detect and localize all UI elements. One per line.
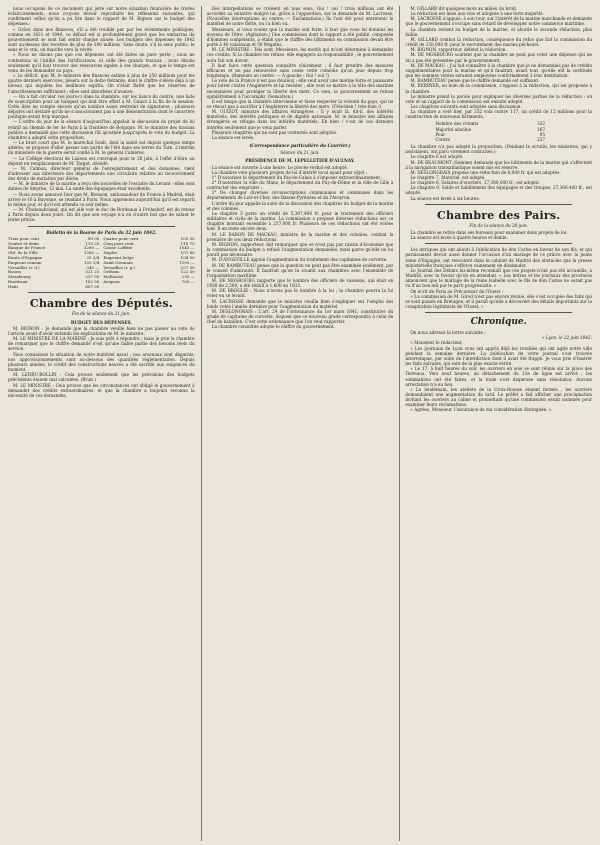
paragraph: — M. Calmon, directeur général de l'enregistrement et des domaines, vient d'adresser aux directeurs des départements une circulaire relative au recouvrement des droits de mutation par décès. xyxy=(8,165,195,182)
paragraph: — On a fait circuler ces jours-ci dans la chambre, sur les bancs du centre, une liste de souscription pour un banquet qui doit être offert à M. Guizot à la fin de la session. Cette liste ne compte encore qu'un nombre assez restreint de signatures ; plusieurs députés ont déclaré qu'ils ne s'associeraient pas à une démonstration dont le caractère politique serait trop marqué. xyxy=(8,93,195,120)
paragraph: M. LE MINISTRE : Tels sont, Messieurs, les motifs qui m'ont déterminé à demander ces crédits. Si la chambre les refuse, elle engagera sa responsabilité ; le gouvernement aura fait son devoir. xyxy=(206,47,394,63)
stock-label: Cinq pour cent xyxy=(103,240,134,246)
stock-label: Bordeaux xyxy=(8,278,28,284)
stock-value: 521 25 xyxy=(85,269,100,275)
stock-value: 182 50 xyxy=(85,278,100,284)
stock-value: 607 50 xyxy=(85,283,100,289)
stock-label: Trois pour cent xyxy=(8,235,40,241)
vote-label: Pour xyxy=(435,131,446,137)
paragraph: M. DE MACKAU : J'ai fait connaître à la chambre que je ne demandais pas de crédits supplémentaires pour la marine et qu'il faudrait, avant tout, qu'elle eût la certitude que les sommes votées seraient employées conformément à leur destination. xyxy=(405,62,593,79)
paragraph: M. DE MOSBOURG rapporte que le nombre des officiers de vaisseau, qui était en 1830 de 2,500, a été réduit à 1,600 en 1835. xyxy=(206,277,394,289)
paragraph: La chambre vote plusieurs projets de loi d'intérêt local ayant pour objet : xyxy=(211,169,368,175)
stock-label: Avignon xyxy=(103,278,120,284)
stock-value: 107 60 xyxy=(180,250,195,256)
stock-value: 118 70 xyxy=(180,240,195,246)
paragraph: Le chapitre 9, Solde et habillement des équipages et des troupes, 27,366,400 fr., est adopté. xyxy=(405,185,593,196)
stock-label: Haïti xyxy=(8,283,19,289)
vote-label: Nombre des votants xyxy=(435,121,479,127)
paragraph: M. BIGNON, rapporteur, défend la réduction. xyxy=(410,47,507,53)
stock-value: 25 3/8 xyxy=(86,254,100,260)
paragraph: Le vote de la France n'est pas douteux ; elle veut avoir une marine forte et puissante pour lutter contre l'Angleterre et lui résister ; elle veut se mettre à la tête des marines secondaires pour protéger la liberté des mers. Ce vœu, le gouvernement se refuse opiniâtrement à l'accomplir. (Sensation.) xyxy=(206,78,394,99)
stock-label: Naples xyxy=(103,250,118,256)
vote-value: 167 xyxy=(537,126,545,132)
paragraph: M. LE MINISTRE DE LA MARINE : Je suis prêt à répondre ; mais je prie la chambre de remarquer que le chiffre demandé n'est qu'une faible partie des besoins réels du service. xyxy=(8,336,195,352)
paragraph: 2° D'autoriser la ville du Mans, le département du Puy-de-Dôme et la ville de Lille à contracter des emprunts ; xyxy=(206,180,394,191)
paragraph: — Nous avons annoncé hier que M. Bresson, ambassadeur de France à Madrid, était arrivé le 16 à Bayonne, se rendant à Paris. Nous apprenons aujourd'hui qu'il est reparti le même jour, et qu'il est attendu ce soir même. xyxy=(8,191,195,207)
vote-value: 237 xyxy=(537,136,545,142)
paragraph: L'ordre du jour appelle la suite de la discussion des chapitres du budget de la marine et des colonies. xyxy=(206,200,394,211)
section-title-chronique: Chronique. xyxy=(470,317,527,328)
divider xyxy=(425,243,572,244)
stock-row xyxy=(103,280,194,285)
presidency-line: PRÉSIDENCE DE M. LEPELLETIER D'AULNAY. xyxy=(245,158,355,164)
stock-label: Orléans xyxy=(103,269,120,275)
paragraph: Les intrigues qui ont abouti à l'abdication de don Carlos en faveur de son fils, et qui paraissaient devoir aussi donner l'occasion d'un mariage de ce prince avec la jeune reine d'Espagne, ont rencontré dans le cabinet de Madrid des obstacles que la presse ministérielle française s'efforce vainement de dissimuler. xyxy=(405,247,593,268)
stock-value: 345 — xyxy=(86,264,100,270)
stock-value: 104 50 xyxy=(180,254,195,260)
stock-value: 522 50 xyxy=(180,269,195,275)
stock-value: 700 — xyxy=(181,278,195,284)
stock-label: Quatre pour cent xyxy=(103,235,139,241)
paragraph: « Le lendemain, les ateliers de la Croix-Rousse étaient fermés ; les ouvriers demandaient une augmentation du tarif. Le préfet a fait afficher une proclamation invitant les ouvriers au calme et promettant qu'une commission serait nommée pour examiner leurs réclamations. xyxy=(405,386,593,408)
paragraph: « La commission de M. Girod n'est pas encore réunie, elle s'est occupée des faits qui se sont passés en Bretagne, et il paraît qu'elle a découvert des détails importants sur la conspiration légitimiste de l'Ouest. » xyxy=(405,293,593,309)
stock-value: 237 50 xyxy=(85,274,100,280)
vote-value: 332 xyxy=(537,121,545,127)
paragraph: « Grâce dans nos finances, s'il a été troublé par par les événements politiques, comme en 1831 et 1840, ce défaut est si profondément gravé que les embarras du gouvernement se sont fait sentir chaque année. Les budgets des dépenses de 1842 sont au-dessus des recettes de plus de 100 millions. Sans doute, s'il le sens public, le sens et le vrai, on marche vers la vérité. xyxy=(8,26,195,53)
stock-label: Emprunt romain xyxy=(8,259,42,265)
stock-label: Strasbourg xyxy=(8,274,31,280)
paragraph: M. LACROSSE demande que le ministre veuille bien s'expliquer sur l'emploi des fonds votés l'année dernière pour l'augmentation du matériel. xyxy=(206,298,394,309)
stock-value: 105 50 xyxy=(180,235,195,241)
vote-value: 95 xyxy=(539,131,545,137)
paragraph: — M. Chateaubriand, qui est allé voir le duc de Bordeaux à Frohsdorf, est de retour à Paris depuis deux jours. On dit que son voyage n'a eu d'autre but que de saluer le jeune prince. xyxy=(8,207,195,223)
paragraph: M. BERRYER, au nom de la commission, s'oppose à la réduction, qui est proposée à la chambre. xyxy=(405,83,593,94)
divider xyxy=(28,292,175,293)
stock-value: 1045 — xyxy=(179,245,195,251)
stock-value: 80 05 xyxy=(87,235,100,241)
stock-value: 257 50 xyxy=(180,264,195,270)
stock-value: 1280 — xyxy=(83,250,100,256)
paragraph: M. BIGNON : Je demande que la chambre veuille bien ne pas passer au vote de l'article avant d'avoir entendu les explications de M. le ministre. xyxy=(8,325,195,336)
vote-label: Majorité absolue xyxy=(435,126,472,132)
section-title-pairs: Chambre des Pairs. xyxy=(437,208,561,222)
paragraph: « Agréez, Monsieur, l'assurance de ma considération distinguée. » xyxy=(410,407,552,413)
paragraph: 1° D'autoriser le département du Pas-de-Calais à s'imposer extraordinairement ; xyxy=(211,174,383,180)
paragraph: 3° De changer diverses circonscriptions communales et communes dans les départements de Loir-et-Cher, des Basses-Pyrénées et de l'Aveyron. xyxy=(206,190,394,201)
divider xyxy=(28,226,175,227)
paragraph: — Le bruit court que M. le maréchal Soult, dont la santé est depuis quelque temps altérée, se propose d'aller passer une partie de l'été dans ses terres du Tarn. L'intérim du ministère de la guerre serait confié à M. le général Cubières. xyxy=(8,140,195,156)
paragraph: Le chapitre 7, Matériel, est adopté. xyxy=(410,175,486,180)
paragraph: M. DESLONGRAIS propose une réduction de 8,000 fr. qui est adoptée. xyxy=(410,169,561,175)
column-3 xyxy=(399,6,592,841)
paragraph: M. BIGNON, rapporteur, fait remarquer que ce n'est pas par raison d'économie que la commission du budget a refusé l'augmentation demandée, mais parce qu'elle ne lui paraît pas nécessaire. xyxy=(206,241,394,258)
paragraph: — M. le ministre de la marine a reçu des nouvelles de l'escadre du Levant ; elles sont datées de Smyrne, 12 mai. La santé des équipages était excellente. xyxy=(8,181,195,192)
paragraph: M. D'ANGEVILLE appuie l'augmentation du traitement des capitaines de corvette. xyxy=(211,257,388,263)
paragraph: La chambre revient au budget de la marine, et aborde la seconde réduction, plus faible. xyxy=(405,26,593,37)
col1-articles xyxy=(8,6,195,223)
paragraph: Messieurs, si vous voulez que la marine soit forte, il faut que vous lui donniez les moyens de l'être. (Agitation.) Une commission dont le rapport a été publié, composée d'hommes compétents, a établi que le chiffre des bâtiments en commission devait être porté à 40 vaisseaux et 50 frégates. xyxy=(206,26,394,48)
paragraph: — Le Collège électoral de Lisieux est convoqué pour le 26 juin, à l'effet d'élire un député en remplacement de M. Targot, décédé. xyxy=(8,155,195,166)
paragraph: Il est temps que la chambre intervienne et fasse respecter la volonté du pays, qui ne se résout pas à sacrifier à l'Angleterre la liberté des mers. (Très-bien ! très-bien !) xyxy=(206,98,394,109)
paragraph: M. DE BROGLIE : Nous n'avons pas le nombre à la loi ; la chambre pourra la lui voter en se levant. xyxy=(206,288,394,299)
paragraph: M. DE BEAUMONT (Somme) demande que les bâtiments de la marine qui s'affectent à la navigation transatlantique soient mis en réserve. xyxy=(405,159,593,170)
stock-label: Versailles (r. g.) xyxy=(103,264,136,270)
paragraph: M. DE MOSBOURG soutient que la chambre ne peut pas voter une dépense qui ne lui a pas été présentée par le gouvernement. xyxy=(405,52,593,63)
paragraph: M. DE RAMBUTEAU pense que la question ne peut pas être examinée isolément, par le conseil d'amirauté. Il faudrait qu'on la soumit aux chambres avec l'ensemble de l'organisation maritime. xyxy=(206,262,394,278)
paragraph: Les chapitres suivants sont adoptés sans discussion. xyxy=(410,103,522,109)
stock-row xyxy=(8,285,99,290)
paragraph: M. GILLARD dit quelques mots au milieu du bruit. xyxy=(410,6,518,11)
paragraph: Il faut faire cette question connaître clairement ; il faut prendre des mesures efficaces et ne pas renouveler sans cesse cette comédie qu'on joue depuis trop longtemps. (Rumeurs au centre. — À gauche : Oui ! oui !) xyxy=(206,62,394,79)
stock-value: 105 1/4 xyxy=(83,259,100,265)
stocks-table xyxy=(8,237,195,290)
stock-label: Caisse Laffitte xyxy=(103,245,133,251)
stock-value: 3260 — xyxy=(83,245,100,251)
paragraph: La chambre n'a pas adopté la proposition. (Pendant le scrutin, les ministres, qui y assistaient, ont paru vivement contrariés.) xyxy=(405,144,593,155)
paragraph: M. GUIZOT, ministre des affaires étrangères : Il y avait là, dit-il, des intérêts matériels, des intérêts politiques et de dignité nationale. M. le ministre des affaires étrangères se réfugie dans les intérêts matériels. Eh bien ! c'est de ces derniers intérêts seulement que je veux parler. xyxy=(206,109,394,130)
paragraph: La réduction est mise aux voix et adoptée à une forte majorité. xyxy=(410,11,544,17)
paragraph: On nous adresse la lettre suivante : xyxy=(410,330,486,336)
stock-label: Quatre et demi xyxy=(8,240,39,246)
paragraph: On écrit de Paris au Précurseur de l'Ouest : xyxy=(410,288,504,294)
paragraph: La chambre se retire dans ses bureaux pour examiner deux projets de loi. xyxy=(410,229,568,235)
paragraph: Le chapitre 8, Salaires d'ouvriers, 17,380,000 fr., est adopté. xyxy=(410,180,540,186)
section-subtitle: Fin de la séance du 21 juin. xyxy=(72,311,131,317)
divider xyxy=(425,312,572,313)
stock-label: Mulhouse xyxy=(103,274,124,280)
stocks-title: Bulletin de la Bourse de Paris du 22 juin 1842. xyxy=(46,229,157,235)
paragraph: M. LE BARON DE MACKAU, ministre de la marine et des colonies, combat la première de ces deux réductions. xyxy=(206,231,394,242)
vote-label: Contre xyxy=(435,136,450,142)
stock-value: 1190 — xyxy=(179,259,195,265)
paragraph: La séance est levée à six heures. xyxy=(410,195,480,201)
paragraph: « Nous ne disons pas que ces dépenses ont été faites en pure perte ; nous ne contestons ni l'utilité des fortifications, ni celle des grands travaux ; nous disons seulement qu'il faut trouver des ressources égales à ces charges, et que le temps est venu de les demander au pays. xyxy=(8,52,195,73)
stock-label: Obl. de la Ville xyxy=(8,250,38,256)
vote-tally xyxy=(435,121,592,142)
paragraph: « Monsieur le rédacteur, xyxy=(410,340,463,346)
section-subtitle: Séance du 21 juin. xyxy=(280,150,320,156)
paragraph: Vous connaissez la situation de notre matériel naval ; nos arsenaux sont dégarnis, nos approvisionnements sont au-dessous des quantités réglementaires. Depuis plusieurs années, le crédit des constructions neuves a été sacrifié aux exigences du moment. xyxy=(8,351,195,373)
divider xyxy=(425,204,572,205)
paragraph: Plusieurs chapitres qui ne sont pas contestés sont adoptés. xyxy=(211,129,338,135)
paragraph: nous occupons de ce document qui jette sur notre situation financière de tristes éclaircissements, nous croyons devoir reproduire les réflexions suivantes, qui confirment celles qu'on a pu lire dans le rapport de M. Bignon sur le budget des dépenses : xyxy=(8,6,195,27)
section-subtitle-budget: BUDGET DES DÉPENSES. xyxy=(70,319,132,325)
paragraph: M. LACROSSE s'appuie, à son tour, sur l'intérêt de la marine marchande et demande que le gouvernement s'occupe sans retard de développer notre commerce maritime. xyxy=(405,16,593,27)
vote-row xyxy=(435,137,545,142)
paragraph: M. LE MINISTRE : Cela prouve que les circonstances ont obligé le gouvernement à demander des crédits extraordinaires, et que la chambre a toujours reconnu la nécessité de ces demandes. xyxy=(8,382,195,398)
paragraph: M. DESLONGRAIS : L'art. 24 de l'ordonnance du 1er mars 1841, constitutive du grade de capitaine de corvette, dispose que ce nouveau grade correspondra à celui de chef de bataillon. C'est cette ordonnance que l'on veut rapporter. xyxy=(206,308,394,325)
paragraph: M. RAMBUTEAU pense que le chiffre demandé est suffisant. xyxy=(410,78,540,84)
paragraph: Le chapitre 6 est adopté. xyxy=(410,154,464,160)
paragraph: Le ministre prend la parole pour expliquer les diverses parties de la réduction ; on vote et un rapport de la commission est ensuite adopté. xyxy=(405,93,593,104)
paragraph: La chambre consultée adopte le chiffre du gouvernement. xyxy=(211,324,335,330)
stock-label: Rente d'Espagne xyxy=(8,254,43,260)
column-2 xyxy=(201,6,394,841)
stock-value: 195 — xyxy=(181,274,195,280)
paragraph: « Le 17, à huit heures du soir, les ouvriers en soie se sont réunis sur la place des Terreaux. Vers neuf heures, un détachement du 13e de ligne est arrivé ; les sommations ont été faites, et la foule s'est dispersée sans résistance. Aucune arrestation n'a eu lieu. xyxy=(405,366,593,387)
stock-label: Banque de France xyxy=(8,245,46,251)
correspondence-title: (Correspondance particulière du Courrier.) xyxy=(249,143,351,149)
paragraph: La séance est levée à quatre heures et demie. xyxy=(410,235,508,241)
paragraph: Le Journal des Débats lui-même reconnaît que ces projets n'ont pas été accueillis, à Madrid, avec la faveur qu'on en attendait. « Les lettres et les journaux des provinces annoncent que le mariage de la reine Isabelle avec le fils de don Carlos ne serait pas vu d'un bon œil par le parti progressiste. » xyxy=(405,267,593,289)
paragraph: Des interpellations se croisent en tous sens. Oui ! oui ! trois millions ont été accordés au ministre malgré lui, grâce à l'opposition, sur la demande de M. Lacrosse. (Nouvelles interruptions au centre. — Exclamations.) Ils l'ont été pour entretenir le matériel de notre flotte, on l'a bien vu. xyxy=(206,6,394,27)
section-subtitle: Fin de la séance du 20 juin. xyxy=(469,222,528,228)
paragraph: M. LEDRU-ROLLIN : Cela prouve seulement que les prévisions des budgets précédents étaient mal calculées. (Bruit.) xyxy=(8,372,195,383)
stock-value: 110 25 xyxy=(85,240,100,246)
paragraph: M. GILLARD combat la réduction, conséquence du refus que fait la commission du crédit de 150,000 fr. pour le recrutement des marins-pêcheurs. xyxy=(405,36,593,48)
paragraph: — L'ordre du jour de la séance d'aujourd'hui appelait la discussion du projet de loi relatif au chemin de fer de Paris à la frontière de Belgique. M. le ministre des travaux publics a demandé que cette discussion fût ajournée jusqu'après le vote du budget. La chambre a adopté cette proposition. xyxy=(8,119,195,140)
stock-label: Saint-Germain xyxy=(103,259,133,265)
stock-label: Versailles (r. d.) xyxy=(8,264,40,270)
section-title-deputes: Chambre des Députés. xyxy=(29,297,173,311)
paragraph: La chambre a voté hier, par 232 voix contre 117, un crédit de 12 millions pour la construction de nouveaux bâtiments. xyxy=(405,109,593,120)
paragraph: « Le déficit, que M. le ministre des finances estime à plus de 250 millions pour les quatre derniers exercices, pèsera sur la dette flottante, dont le chiffre s'élève déjà à un niveau qui inquiète les meilleurs esprits. On s'était flatté que les réserves de l'amortissement suffiraient ; elles sont absorbées d'avance. xyxy=(8,73,195,94)
stock-label: Rouen xyxy=(8,269,21,275)
column-1 xyxy=(8,6,195,841)
letter-date: « Lyon, le 22 juin 1842. xyxy=(542,335,593,341)
paragraph: La séance est levée. xyxy=(211,134,255,140)
paragraph: La séance est ouverte à une heure. Le procès-verbal est adopté. xyxy=(211,164,348,170)
paragraph: Le chapitre 3 porte un crédit de 5,307,400 fr. pour le traitement des officiers militaires et civils de la marine. La commission a proposé diverses réductions sur ce chapitre montant ensemble à 237,000 fr. Plusieurs de ces réductions ont été votées hier. Il en reste encore deux. xyxy=(206,210,394,232)
paragraph: « Les journaux de Lyon vous ont appris déjà les troubles qui ont agité notre ville pendant la semaine dernière. La publication de votre journal s'est trouvée interrompue, par suite de l'interdiction dont il avait été frappé. Je vous prie d'insérer les faits suivants, qui sont de la plus exacte vérité. xyxy=(405,345,593,367)
stock-label: Emprunt belge xyxy=(103,254,134,260)
